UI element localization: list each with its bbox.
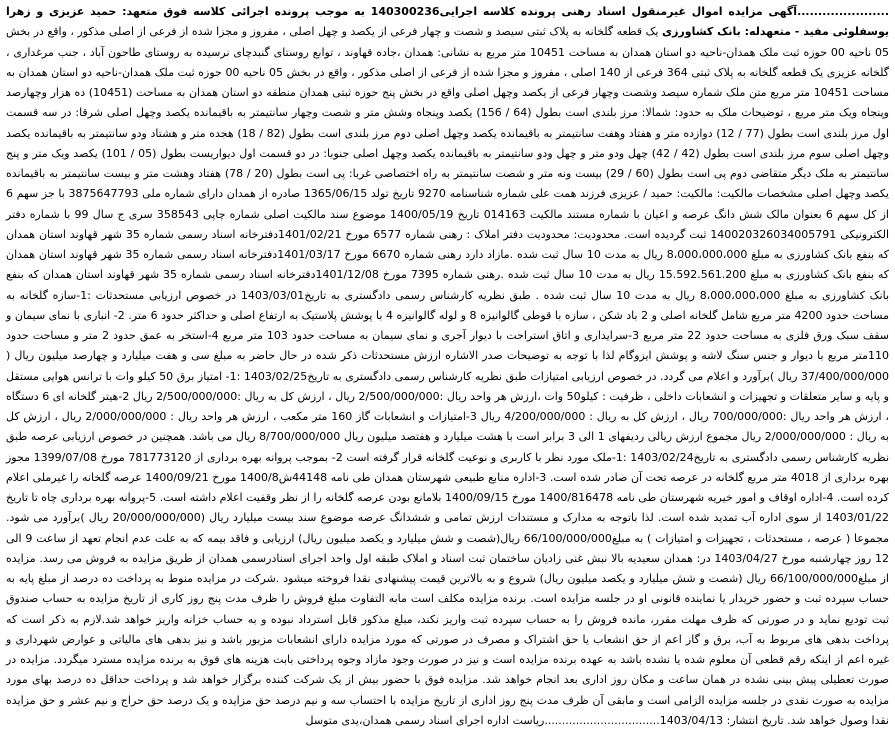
notice-body: یک قطعه گلخانه به پلاک ثبتی سیصد و شصت و چهار فرعی از یکصد و چهل اصلی ، مفروز و مجزا شده از فرعی از اصلی مذکور ، واقع در بخش 05 ناحیه 00 حوزه ثبت ملک همدان-ناحیه دو استان همدان به مساحت 10451 متر مربع به نشانی: همدان ،جاده قهاوند ، توابع روستای گنبدچای نرسیده به روستای طاحون آباد ، جنب مرغداری ، گلخانه عزیزی یک قطعه گلخانه به پلاک ثبتی 364 فرعی از 140 اصلی ، مفروز و مجزا شده از فرعی از اصلی مذکور ، واقع در بخش 05 ناحیه 00 حوزه ثبت ملک همدان-ناحیه دو استان همدان به مساحت 10451 متر مربع متن ملک شماره سیصد وشصت وچهار فرعی از یکصد وچهل اصلی واقع در بخش پنج حوزه ثبتی همدان منطقه دو استان همدان به مساحت (10451) ده هزار وچهارصد وپنجاه ویک متر مربع ، توضیحات ملک به حدود: شمالا: مرز بلندی است بطول (64 / 156) یکصد وپنجاه وشش متر و شصت وچهار سانتیمتر به باقیمانده یکصد وچهل اصلی شرقا: در سه قسمت اول مرز بلندی است بطول (77 / 12) دوازده متر و هفتاد وهفت سانتیمتر به باقیمانده یکصد وچهل اصلی دوم مرز بلندی است بطول (82 / 18) هجده متر و هشتاد ودو سانتیمتر به باقیمانده یکصد وچهل اصلی سوم مرز بلندی است بطول (42 / 42) چهل ودو متر و چهل ودو سانتیمتر به باقیمانده یکصد وچهل اصلی جنوبا: در دو قسمت اول دیواریست بطول (05 / 101) یکصد ویک متر و پنج سانتیمتر به ملک دیگر متقاضی دوم پی است بطول (60 / 29) بیست ونه متر و شصت سانتیمتر به راه اختصاصی غربا: پی است بطول (20 / 78) هفتاد وهشت متر و بیست سانتیمتر به باقیمانده یکصد وچهل اصلی مشخصات مالکیت: مالکیت: حمید / عزیزی فرزند همت علی شماره شناسنامه 9270 تاریخ تولد 1365/06/15 صادره از همدان دارای شماره ملی 3875647793 با جز سهم 6 از کل سهم 6 بعنوان مالک شش دانگ عرصه و اعیان با شماره مستند مالکیت 014163 تاریخ 1400/05/19 موضوع سند مالکیت اصلی شماره چاپی 358543 سری ج سال 99 با شماره دفتر الکترونیکی 140020326034005791 ثبت گردیده است. محدودیت: محدودیت دفتر املاک : رهنی شماره 6577 مورخ 1401/02/21دفترخانه اسناد رسمی شماره 35 شهر قهاوند استان همدان که بنفع بانک کشاورزی به مبلغ 8،000،000،000 ریال به مدت 10 سال ثبت شده .مازاد دارد رهنی شماره 6670 مورخ 1401/03/17دفترخانه اسناد رسمی شماره 35 شهر قهاوند استان همدان که بنفع بانک کشاورزی به مبلغ 15.592.561.200 ریال به مدت 10 سال ثبت شده .رهنی شماره 7395 مورخ 1401/12/08دفترخانه اسناد رسمی شماره 35 شهر قهاوند استان همدان که بنفع بانک کشاورزی به مبلغ 8،000،000،000 ریال به مدت 10 سال ثبت شده . طبق نظریه کارشناس رسمی دادگستری به تاریخ1403/03/01 در خصوص ارزیابی مستحدثات :1-سازه گلخانه به مساحت حدود 4200 متر مربع شامل گلخانه اصلی و 2 باد شکن ، سازه با قوطی گالوانیزه 8 و لوله گالوانیزه 4 با پوشش پلاستیک به ارتفاع اصلی و حداکثر حدود 6 متر. 2- انباری با نمای سیمان و سقف سبک ورق فلزی به مساحت حدود 22 متر مربع 3-سرایداری و اتاق استراحت با دیوار آجری و نمای سیمان به مساحت حدود 103 متر مربع 4-استخر به عمق حدود 2 متر و مساحت حدود 110متر مربع با دیوار و جنس سنگ لاشه و پوشش ایزوگام لذا با توجه به توضیحات صدر الاشاره ارزش مستحدثات ذکر شده در حال حاضر به مبلغ سی و هفت میلیارد و چهارصد میلیون ریال ( 37/400/000/000 ریال )برآورد و اعلام می گردد. در خصوص ارزیابی امتیازات طبق نظریه کارشناس رسمی دادگستری به تاریخ1403/02/25 :1- امتیاز برق 50 کیلو وات با ترانس هوایی مستقل و پایه و سایر متعلقات و تجهیزات و انشعابات داخلی ، ظرفیت : کیلو50 وات ،ارزش هر واحد ریال :2/500/000/000 ریال ، ارزش کل به ریال :2/500/000/000 ریال 2-هیتر گلخانه ای 6 دستگاه ، ارزش هر واحد ریال :700/000/000 ریال ، ارزش کل به ریال : 4/200/000/000 ریال 3-امتیازات و انشعابات گاز 160 متر مکعب ، ارزش هر واحد ریال : 2/000/000/000 ریال ، ارزش کل به ریال : 2/000/000/000 ریال مجموع ارزش ریالی ردیفهای 1 الی 3 برابر است با هشت میلیارد و هفتصد میلیون ریال 8/700/000/000 ریال می باشد. همچنین در خصوص ارزیابی عرصه طبق نظریه کارشناس رسمی دادگستری به تاریخ1403/02/24 :1-ملک مورد نظر با کاربری و نوعیت گلخانه قرار گرفته است 2- بموجب پروانه بهره برداری از 781773120 مورخ 1399/07/08 مجوز بهره برداری از 4018 متر مربع گلخانه در عرصه تحت آن صادر شده است. 3-اداره منابع طبیعی شهرستان همدان طی نامه 44148ش1400/8 مورخ 1400/09/21 عرصه گلخانه را غیرملی اعلام کرده است. 4-اداره اوقاف و امور خیریه شهرستان طی نامه 1400/816478 مورخ 1400/09/15 بلامانع بودن عرصه گلخانه را از نظر وقفیت اعلام داشته است. 5-پروانه بهره برداری چاه تا تاریخ 1403/01/22 از سوی اداره آب تمدید شده است. لذا باتوجه به مدارک و مستندات ارزش تمامی و ششدانگ عرصه موضوع سند بیست میلیارد ریال (20/000/000/000 ریال )برآورد می شود. مجموعا ( عرصه ، مستحدثات ، تجهیزات و امتیازات ) به مبلغ66/100/000/000 ریال(شصت و شش میلیارد و یکصد میلیون ریال) ارزیابی و فاقد بیمه که به علت عدم انجام تعهد از ساعت 9 الی 12 روز چهارشنبه مورخ 1403/04/27 در: همدان سعیدیه بالا نبش غنی زادیان ساختمان ثبت اسناد و املاک طبقه اول واحد اجرای اسنادرسمی همدان از طریق مزایده به فروش می رسد. مزایده از مبلغ66/100/000/000 ریال (شصت و شش میلیارد و یکصد میلیون ریال) شروع و به بالاترین قیمت پیشنهادی نقدا فروخته میشود .شرکت در مزایده منوط به پرداخت ده درصد از مبلغ پایه به حساب سپرده ثبت و حضور خریدار یا نماینده قانونی او در جلسه مزایده است. برنده مزایده مکلف است مابه التفاوت مبلغ فروش را ظرف مدت پنج روز کاری از تاریخ مزایده به حساب صندوق ثبت تودیع نماید و در صورتی که ظرف مهلت مقرر، مانده فروش را به حساب سپرده ثبت واریز نکند، مبلغ مذکور قابل استرداد نبوده و به حساب خزانه واریز خواهد شد.لازم به ذکر است که پرداخت بدهی های مربوط به آب، برق و گاز اعم از حق انشعاب یا حق اشتراک و مصرف در صورتی که مورد مزایده دارای انشعابات مزبور باشد و نیز بدهی های مالیاتی و عوارض شهرداری و غیره اعم از اینکه رقم قطعی آن معلوم شده یا نشده باشد به عهده برنده مزایده است و نیز در صورت وجود مازاد وجوه پرداختی بابت هزینه های فوق به برنده مزایده مسترد میگردد. مزایده در صورت تعطیلی پیش بینی نشده در همان ساعت و مکان روز اداری بعد انجام خواهد شد. مزایده فوق با حضور بیش از یک شرکت کننده برگزار خواهد شد و پرداخت حداقل ده درصد بهای مورد مزایده به صورت نقدی در جلسه مزایده الزامی است و مابقی آن ظرف مدت پنج روز اداری از تاریخ مزایده با احتساب سه و نیم درصد حق مزایده و یک درصد حق حراج و نیم عشر و حق مزایده نقدا وصول خواهد شد. (6, 25, 890, 727)
notice-paragraph (6, 2, 889, 731)
notice-closing: تاریخ انتشار: 1403/04/13.................................ریاست اداره اجرای اسناد رسمی همدان،یدی متوسل (305, 713, 784, 727)
notice-heading: ......................آگهی مزایده اموال غیرمنقول اسناد رهنی پرونده کلاسه اجرایی140300236 به موجب پرونده اجرائی کلاسه فوق متعهد: حمید عزیزی و زهرا یوسفلوئی مفید - متعهدله: بانک کشاورزی (6, 5, 890, 39)
